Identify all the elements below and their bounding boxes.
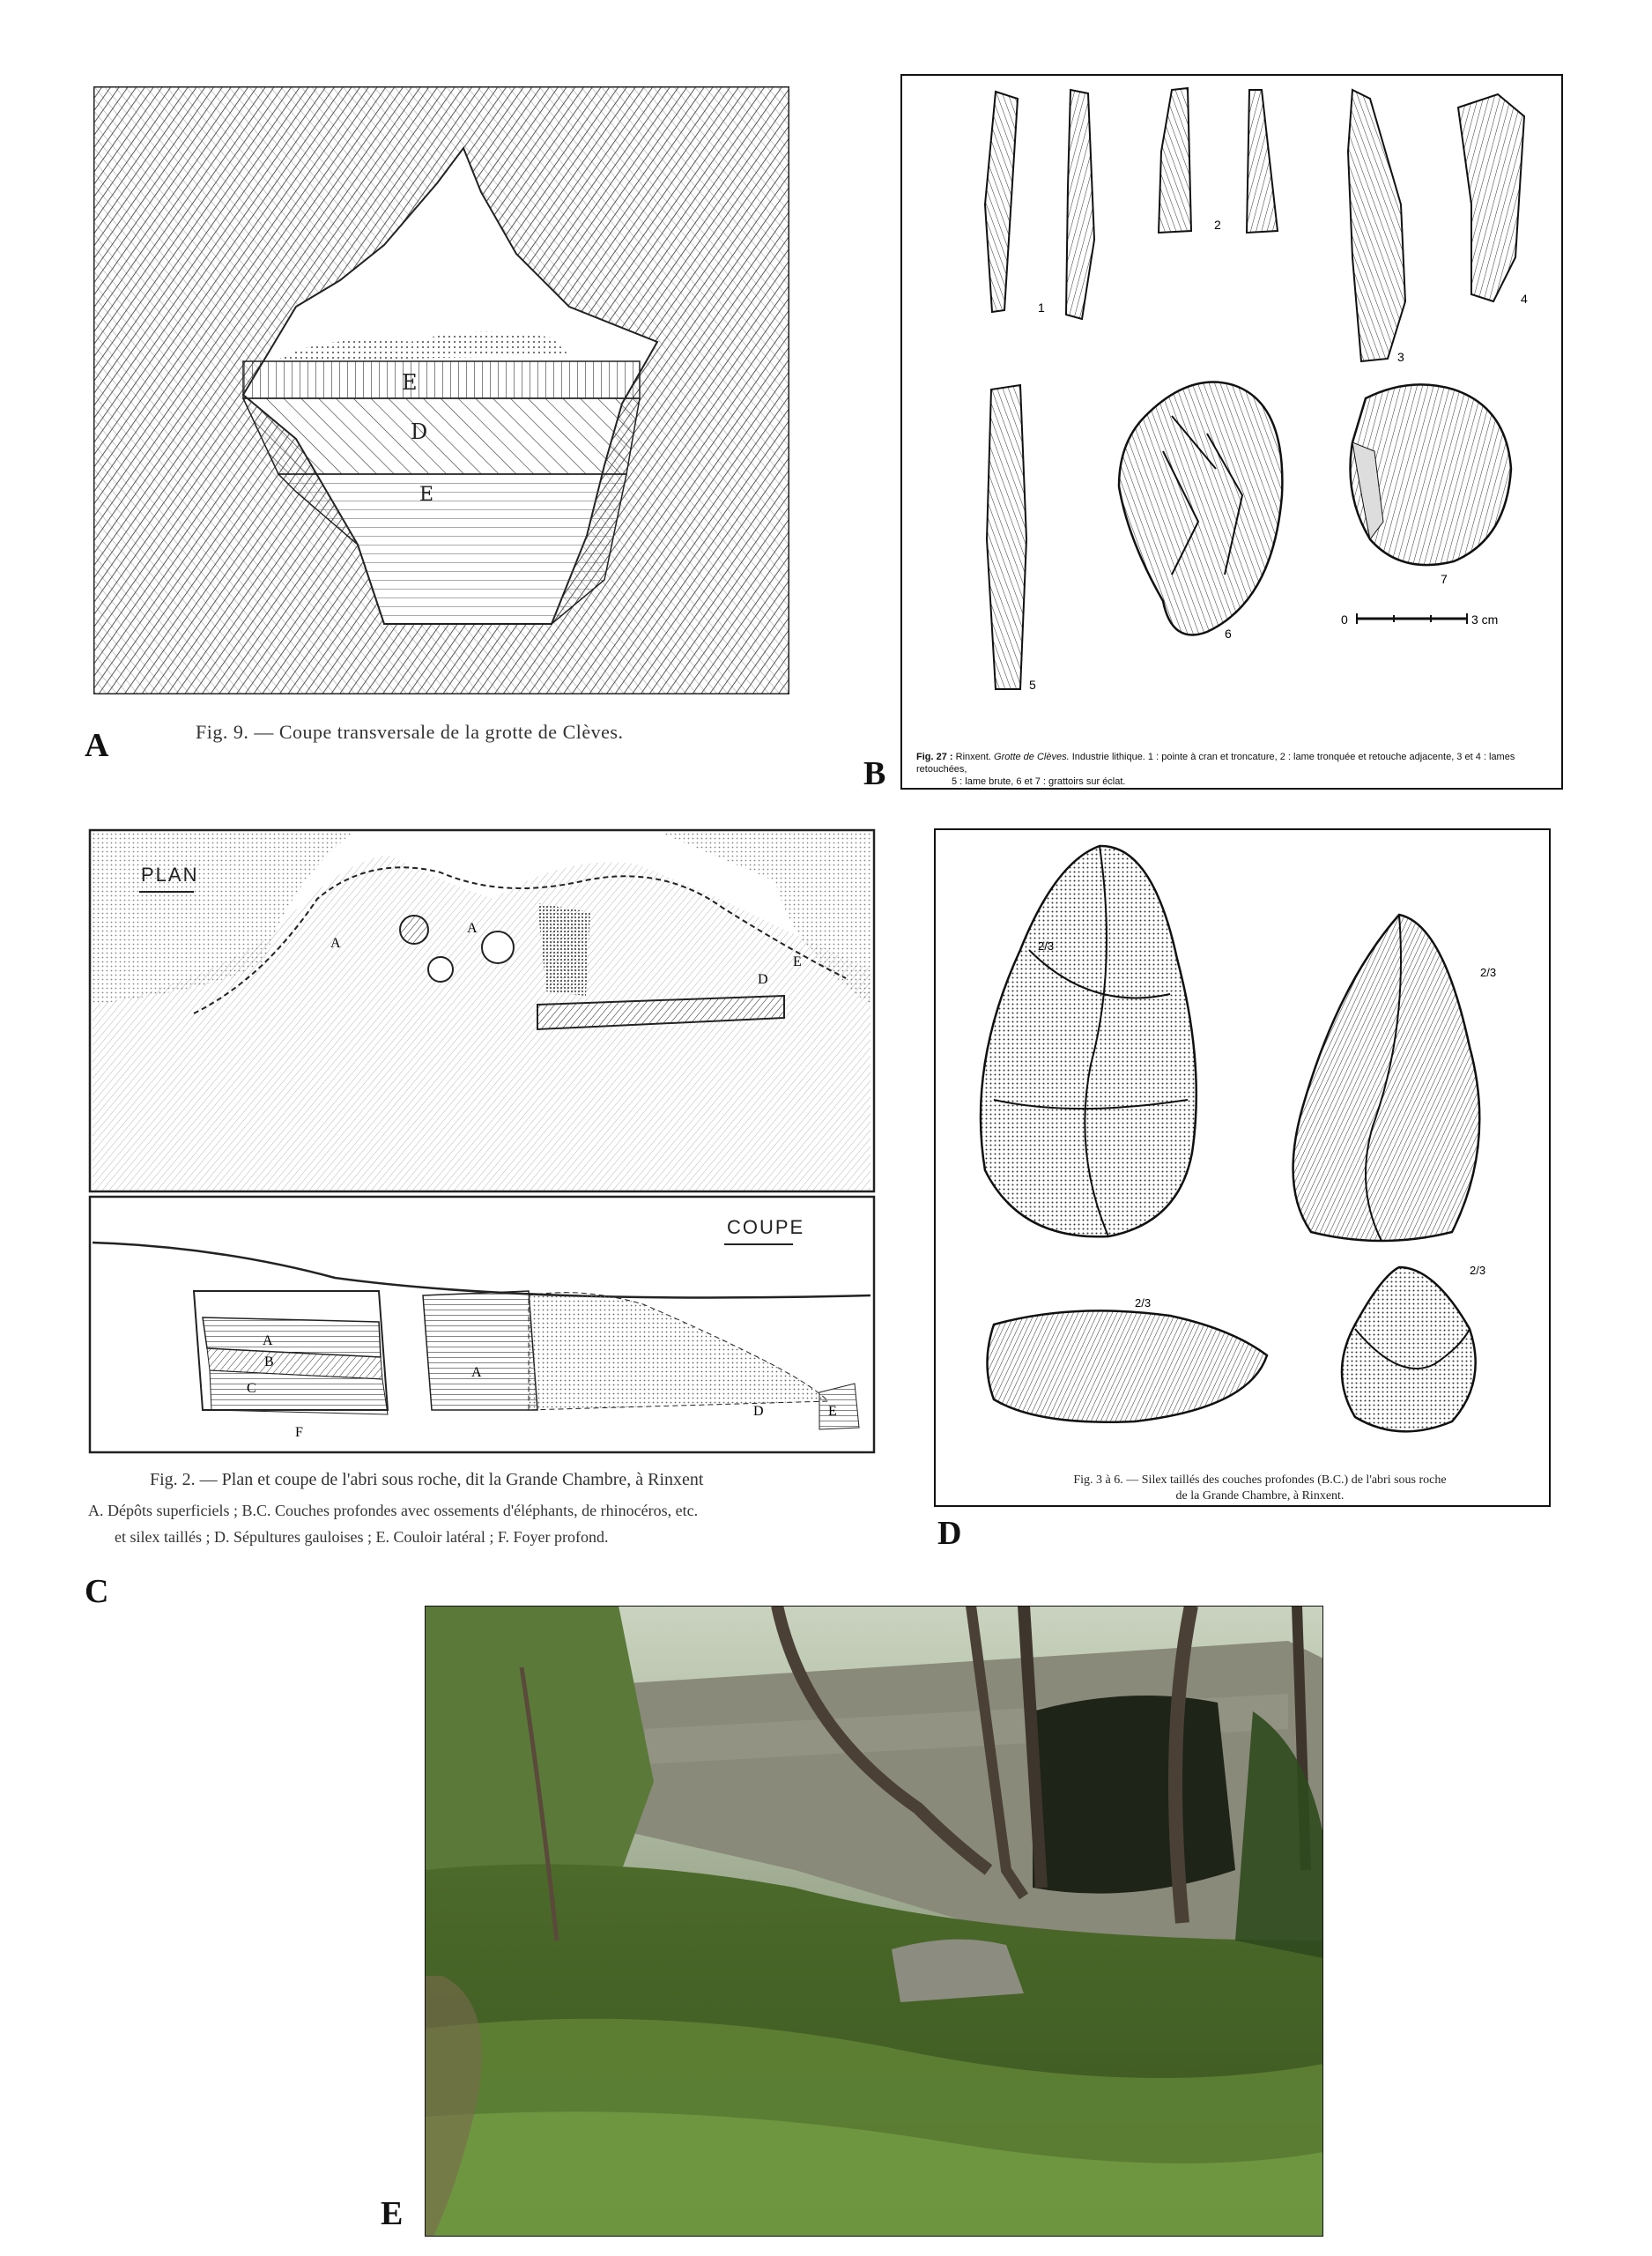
- scale-label-3: 2/3: [1038, 939, 1055, 953]
- panel-letter-e: E: [381, 2195, 404, 2232]
- caption-b-line2: 5 : lame brute, 6 et 7 : grattoirs sur éclat.: [952, 776, 1126, 787]
- scale-start-label: 0: [1341, 612, 1348, 627]
- plan-label: PLAN: [141, 864, 199, 886]
- coupe-label-a2: A: [471, 1365, 482, 1380]
- artifact-number-1: 1: [1038, 301, 1045, 315]
- coupe-label-c: C: [247, 1381, 256, 1396]
- scale-label-6: 2/3: [1470, 1264, 1486, 1277]
- scale-end-label: 3 cm: [1471, 612, 1499, 627]
- artifact-number-3: 3: [1397, 350, 1404, 364]
- panel-letter-a: A: [85, 727, 109, 764]
- artifact-number-5: 5: [1029, 678, 1036, 692]
- artifact-number-2: 2: [1214, 218, 1221, 232]
- caption-b-line1: Industrie lithique. 1 : pointe à cran et troncature, 2 : lame tronquée et retouche adjacente, 3 et 4 : lames retouchées,: [916, 752, 1515, 775]
- cave-cross-section-drawing: [93, 86, 789, 694]
- plan-label-a1: A: [330, 936, 341, 951]
- coupe-label-f: F: [295, 1425, 303, 1440]
- panel-letter-c: C: [85, 1573, 109, 1610]
- figure-caption-c-line3: et silex taillés ; D. Sépultures gauloises ; E. Couloir latéral ; F. Foyer profond.: [115, 1528, 609, 1546]
- scale-label-5: 2/3: [1135, 1296, 1152, 1310]
- coupe-label-a1: A: [263, 1333, 273, 1348]
- caption-b-fig: Fig. 27 :: [916, 752, 953, 762]
- plan-and-section-drawing: [88, 828, 881, 1463]
- coupe-label-b: B: [264, 1354, 274, 1369]
- layer-label-e-top: E: [402, 370, 418, 395]
- plan-label-a2: A: [467, 921, 478, 936]
- figure-caption-d-line2: de la Grande Chambre, à Rinxent.: [1175, 1489, 1345, 1503]
- plan-label-e: E: [793, 954, 802, 969]
- artifact-number-4: 4: [1521, 292, 1528, 306]
- layer-label-d: D: [411, 419, 428, 444]
- figure-caption-d-line1: Fig. 3 à 6. — Silex taillés des couches profondes (B.C.) de l'abri sous roche: [1073, 1473, 1447, 1487]
- lithic-tools-drawing: [907, 81, 1556, 733]
- figure-caption-a: Fig. 9. — Coupe transversale de la grotte de Clèves.: [196, 721, 624, 743]
- scale-label-4: 2/3: [1480, 966, 1497, 979]
- scale-bar: [1357, 613, 1467, 624]
- panel-letter-d: D: [937, 1515, 962, 1552]
- caption-b-place: Rinxent.: [955, 752, 991, 762]
- caption-b-site: Grotte de Clèves.: [994, 752, 1070, 762]
- coupe-label-d: D: [753, 1404, 764, 1419]
- figure-caption-c-line2: A. Dépôts superficiels ; B.C. Couches profondes avec ossements d'éléphants, de rhinocéros, etc.: [88, 1502, 699, 1519]
- figure-caption-c-line1: Fig. 2. — Plan et coupe de l'abri sous roche, dit la Grande Chambre, à Rinxent: [150, 1470, 704, 1489]
- layer-label-e-bottom: E: [419, 484, 434, 506]
- artifact-number-7: 7: [1441, 572, 1448, 586]
- site-photograph: [425, 1606, 1323, 2237]
- coupe-label: COUPE: [727, 1216, 805, 1238]
- coupe-label-e: E: [828, 1404, 837, 1419]
- plan-label-d: D: [758, 972, 768, 987]
- artifact-number-6: 6: [1225, 627, 1232, 641]
- handaxes-drawing: [941, 835, 1544, 1479]
- figure-caption-b: [916, 751, 1551, 788]
- panel-letter-b: B: [863, 755, 886, 792]
